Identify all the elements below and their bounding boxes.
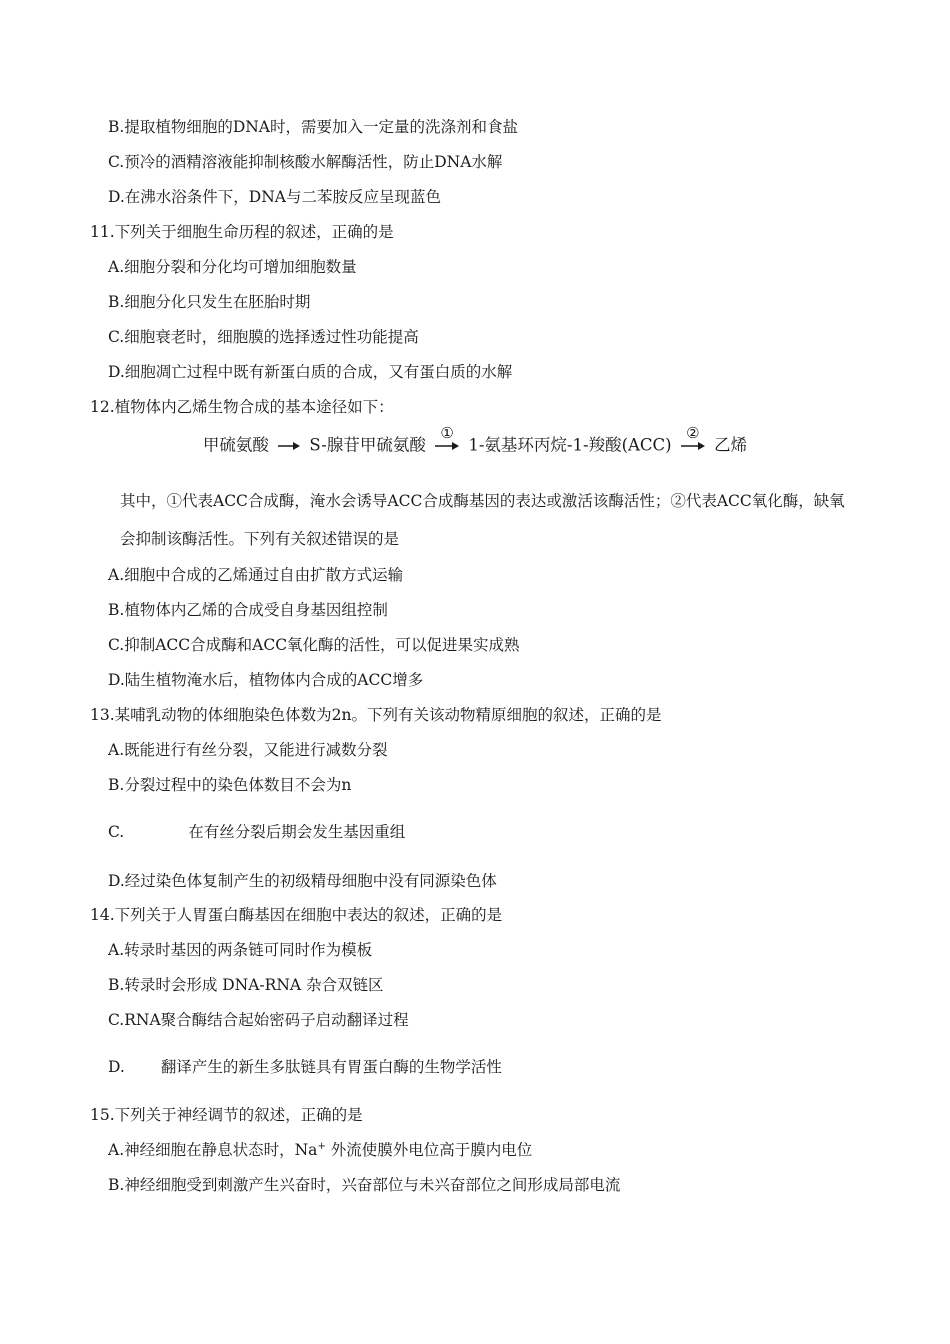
q11-stem: 11.下列关于细胞生命历程的叙述，正确的是 bbox=[90, 223, 394, 241]
q15-option-b: B.神经细胞受到刺激产生兴奋时，兴奋部位与未兴奋部位之间形成局部电流 bbox=[108, 1176, 621, 1194]
q14-option-d-text: 翻译产生的新生多肽链具有胃蛋白酶的生物学活性 bbox=[160, 1058, 502, 1076]
q12-option-a: A.细胞中合成的乙烯通过自由扩散方式运输 bbox=[108, 566, 404, 584]
q10-option-c: C.预冷的酒精溶液能抑制核酸水解酶活性，防止DNA水解 bbox=[108, 153, 503, 171]
q11-option-c: C.细胞衰老时，细胞膜的选择透过性功能提高 bbox=[108, 328, 419, 346]
pathway-arrow-3 bbox=[680, 423, 706, 452]
q15-stem: 15.下列关于神经调节的叙述，正确的是 bbox=[90, 1106, 363, 1124]
pathway-step-methionine: 甲硫氨酸 bbox=[202, 435, 269, 455]
q13-option-b: B.分裂过程中的染色体数目不会为n bbox=[108, 776, 352, 794]
pathway-step-ethylene: 乙烯 bbox=[714, 435, 748, 455]
pathway-step-sam: S-腺苷甲硫氨酸 bbox=[309, 435, 426, 455]
q14-option-a: A.转录时基因的两条链可同时作为模板 bbox=[108, 941, 373, 959]
pathway-arrow-1 bbox=[277, 440, 301, 452]
q13-option-a: A.既能进行有丝分裂，又能进行减数分裂 bbox=[108, 741, 388, 759]
enzyme-2-label: ② bbox=[686, 423, 700, 442]
q11-option-b: B.细胞分化只发生在胚胎时期 bbox=[108, 293, 311, 311]
q14-option-d-label: D. bbox=[108, 1058, 125, 1076]
q15-option-a bbox=[108, 1139, 532, 1161]
q14-stem: 14.下列关于人胃蛋白酶基因在细胞中表达的叙述，正确的是 bbox=[90, 906, 503, 924]
q12-context-line-1: 其中，①代表ACC合成酶，淹水会诱导ACC合成酶基因的表达或激活该酶活性；②代表ACC氧化酶，缺氧 bbox=[120, 492, 845, 510]
q10-option-b: B.提取植物细胞的DNA时，需要加入一定量的洗涤剂和食盐 bbox=[108, 118, 519, 136]
pathway-arrow-2 bbox=[434, 423, 460, 452]
arrow-right-icon bbox=[277, 440, 301, 452]
enzyme-1-label: ① bbox=[440, 423, 454, 442]
q12-stem: 12.植物体内乙烯生物合成的基本途径如下： bbox=[90, 398, 394, 416]
q12-option-c: C.抑制ACC合成酶和ACC氧化酶的活性，可以促进果实成熟 bbox=[108, 636, 520, 654]
q14-option-c: C.RNA聚合酶结合起始密码子启动翻译过程 bbox=[108, 1011, 409, 1029]
q13-option-d: D.经过染色体复制产生的初级精母细胞中没有同源染色体 bbox=[108, 872, 497, 890]
q12-option-b: B.植物体内乙烯的合成受自身基因组控制 bbox=[108, 601, 388, 619]
q15-option-a-text-end: 外流使膜外电位高于膜内电位 bbox=[325, 1141, 533, 1159]
q12-context-line-2: 会抑制该酶活性。下列有关叙述错误的是 bbox=[120, 530, 400, 548]
ethylene-pathway bbox=[0, 423, 950, 461]
q10-option-d: D.在沸水浴条件下，DNA与二苯胺反应呈现蓝色 bbox=[108, 188, 441, 206]
q13-stem: 13.某哺乳动物的体细胞染色体数为2n。下列有关该动物精原细胞的叙述，正确的是 bbox=[90, 706, 662, 724]
q14-option-b: B.转录时会形成 DNA-RNA 杂合双链区 bbox=[108, 976, 384, 994]
q13-option-c-label: C. bbox=[108, 823, 125, 841]
q15-option-a-text: A.神经细胞在静息状态时，Na bbox=[108, 1141, 318, 1159]
q13-option-c-text: 在有丝分裂后期会发生基因重组 bbox=[188, 823, 406, 841]
sodium-charge-superscript: + bbox=[317, 1140, 326, 1152]
q14-option-d bbox=[108, 1056, 502, 1078]
q11-option-a: A.细胞分裂和分化均可增加细胞数量 bbox=[108, 258, 357, 276]
pathway-step-acc: 1-氨基环丙烷-1-羧酸(ACC) bbox=[468, 435, 672, 455]
q12-option-d: D.陆生植物淹水后，植物体内合成的ACC增多 bbox=[108, 671, 424, 689]
q11-option-d: D.细胞凋亡过程中既有新蛋白质的合成，又有蛋白质的水解 bbox=[108, 363, 513, 381]
q13-option-c bbox=[108, 821, 405, 843]
